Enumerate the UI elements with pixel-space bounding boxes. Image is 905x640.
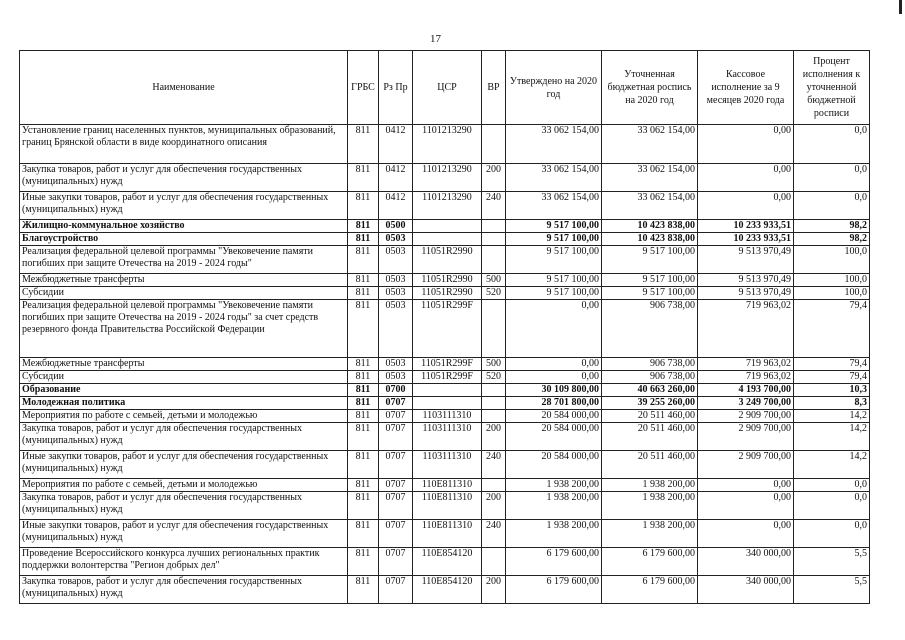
cell-percent: 0,0 xyxy=(794,125,870,164)
cell-csr: 110E811310 xyxy=(413,520,482,548)
cell-vr: 200 xyxy=(482,576,506,604)
cell-rzpr: 0700 xyxy=(379,384,413,397)
cell-cash: 0,00 xyxy=(698,520,794,548)
cell-cash: 719 963,02 xyxy=(698,371,794,384)
header-row xyxy=(20,51,870,125)
cell-grbs: 811 xyxy=(348,492,379,520)
cell-refined: 906 738,00 xyxy=(602,300,698,358)
cell-rzpr: 0707 xyxy=(379,548,413,576)
cell-vr xyxy=(482,384,506,397)
table-row xyxy=(20,233,870,246)
cell-name: Закупка товаров, работ и услуг для обеспечения государственных (муниципальных) нужд xyxy=(20,423,348,451)
cell-approved: 33 062 154,00 xyxy=(506,125,602,164)
cell-csr xyxy=(413,384,482,397)
table-row xyxy=(20,451,870,479)
cell-refined: 20 511 460,00 xyxy=(602,451,698,479)
cell-approved: 30 109 800,00 xyxy=(506,384,602,397)
cell-vr xyxy=(482,246,506,274)
cell-percent: 0,0 xyxy=(794,164,870,192)
cell-percent: 8,3 xyxy=(794,397,870,410)
cell-name: Закупка товаров, работ и услуг для обеспечения государственных (муниципальных) нужд xyxy=(20,492,348,520)
cell-percent: 10,3 xyxy=(794,384,870,397)
cell-rzpr: 0707 xyxy=(379,397,413,410)
header-grbs: ГРБС xyxy=(348,51,379,125)
cell-cash: 0,00 xyxy=(698,164,794,192)
cell-cash: 3 249 700,00 xyxy=(698,397,794,410)
cell-cash: 0,00 xyxy=(698,479,794,492)
cell-name: Мероприятия по работе с семьей, детьми и молодежью xyxy=(20,479,348,492)
cell-csr xyxy=(413,397,482,410)
cell-grbs: 811 xyxy=(348,371,379,384)
cell-refined: 906 738,00 xyxy=(602,358,698,371)
cell-approved: 6 179 600,00 xyxy=(506,548,602,576)
cell-grbs: 811 xyxy=(348,274,379,287)
cell-name: Закупка товаров, работ и услуг для обеспечения государственных (муниципальных) нужд xyxy=(20,576,348,604)
header-csr: ЦСР xyxy=(413,51,482,125)
cell-vr: 520 xyxy=(482,371,506,384)
cell-csr: 11051R2990 xyxy=(413,274,482,287)
cell-name: Мероприятия по работе с семьей, детьми и молодежью xyxy=(20,410,348,423)
cell-percent: 0,0 xyxy=(794,479,870,492)
cell-grbs: 811 xyxy=(348,125,379,164)
cell-approved: 9 517 100,00 xyxy=(506,220,602,233)
cell-csr: 1103111310 xyxy=(413,410,482,423)
header-percent: Процент исполнения к уточненной бюджетной росписи xyxy=(794,51,870,125)
cell-rzpr: 0503 xyxy=(379,371,413,384)
cell-grbs: 811 xyxy=(348,410,379,423)
cell-vr: 200 xyxy=(482,164,506,192)
header-rzpr: Рз Пр xyxy=(379,51,413,125)
table-row xyxy=(20,358,870,371)
cell-refined: 1 938 200,00 xyxy=(602,479,698,492)
cell-cash: 10 233 933,51 xyxy=(698,233,794,246)
cell-name: Межбюджетные трансферты xyxy=(20,358,348,371)
cell-csr: 110E811310 xyxy=(413,492,482,520)
cell-percent: 79,4 xyxy=(794,300,870,358)
cell-refined: 33 062 154,00 xyxy=(602,164,698,192)
scan-edge-mark xyxy=(899,0,902,14)
cell-name: Закупка товаров, работ и услуг для обеспечения государственных (муниципальных) нужд xyxy=(20,164,348,192)
cell-approved: 0,00 xyxy=(506,300,602,358)
cell-name: Благоустройство xyxy=(20,233,348,246)
cell-grbs: 811 xyxy=(348,220,379,233)
cell-name: Иные закупки товаров, работ и услуг для обеспечения государственных (муниципальных) нужд xyxy=(20,451,348,479)
cell-refined: 6 179 600,00 xyxy=(602,548,698,576)
cell-percent: 0,0 xyxy=(794,520,870,548)
table-body xyxy=(20,125,870,604)
cell-rzpr: 0707 xyxy=(379,410,413,423)
cell-refined: 20 511 460,00 xyxy=(602,410,698,423)
cell-cash: 9 513 970,49 xyxy=(698,246,794,274)
cell-percent: 98,2 xyxy=(794,220,870,233)
cell-rzpr: 0503 xyxy=(379,274,413,287)
cell-name: Проведение Всероссийского конкурса лучших региональных практик поддержки волонтерства "Регион добрых дел" xyxy=(20,548,348,576)
cell-refined: 39 255 260,00 xyxy=(602,397,698,410)
cell-refined: 6 179 600,00 xyxy=(602,576,698,604)
cell-approved: 1 938 200,00 xyxy=(506,479,602,492)
table-row xyxy=(20,520,870,548)
cell-percent: 14,2 xyxy=(794,451,870,479)
cell-refined: 9 517 100,00 xyxy=(602,287,698,300)
cell-percent: 98,2 xyxy=(794,233,870,246)
table-row xyxy=(20,548,870,576)
cell-cash: 9 513 970,49 xyxy=(698,274,794,287)
table-row xyxy=(20,384,870,397)
cell-approved: 33 062 154,00 xyxy=(506,164,602,192)
cell-vr: 200 xyxy=(482,492,506,520)
cell-approved: 1 938 200,00 xyxy=(506,520,602,548)
cell-rzpr: 0503 xyxy=(379,246,413,274)
cell-approved: 9 517 100,00 xyxy=(506,274,602,287)
cell-approved: 9 517 100,00 xyxy=(506,246,602,274)
cell-cash: 719 963,02 xyxy=(698,300,794,358)
cell-name: Установление границ населенных пунктов, муниципальных образований, границ Брянской области в виде координатного описания xyxy=(20,125,348,164)
cell-grbs: 811 xyxy=(348,397,379,410)
cell-rzpr: 0503 xyxy=(379,300,413,358)
cell-cash: 340 000,00 xyxy=(698,576,794,604)
cell-approved: 1 938 200,00 xyxy=(506,492,602,520)
cell-grbs: 811 xyxy=(348,246,379,274)
cell-percent: 79,4 xyxy=(794,358,870,371)
cell-approved: 20 584 000,00 xyxy=(506,410,602,423)
cell-refined: 906 738,00 xyxy=(602,371,698,384)
cell-cash: 10 233 933,51 xyxy=(698,220,794,233)
cell-grbs: 811 xyxy=(348,479,379,492)
cell-approved: 20 584 000,00 xyxy=(506,451,602,479)
cell-percent: 0,0 xyxy=(794,492,870,520)
cell-grbs: 811 xyxy=(348,548,379,576)
cell-refined: 9 517 100,00 xyxy=(602,274,698,287)
cell-name: Реализация федеральной целевой программы "Увековечение памяти погибших при защите Отечества на 2019 - 2024 годы" за счет средств резервного фонда Правительства Российской Федерации xyxy=(20,300,348,358)
table-row xyxy=(20,371,870,384)
cell-percent: 100,0 xyxy=(794,274,870,287)
cell-name: Субсидии xyxy=(20,371,348,384)
cell-csr: 1101213290 xyxy=(413,192,482,220)
table-row xyxy=(20,287,870,300)
cell-cash: 340 000,00 xyxy=(698,548,794,576)
cell-vr xyxy=(482,397,506,410)
table-row xyxy=(20,397,870,410)
cell-rzpr: 0707 xyxy=(379,576,413,604)
cell-rzpr: 0412 xyxy=(379,164,413,192)
header-approved: Утверждено на 2020 год xyxy=(506,51,602,125)
cell-refined: 10 423 838,00 xyxy=(602,220,698,233)
table-row xyxy=(20,164,870,192)
cell-csr: 11051R299F xyxy=(413,371,482,384)
cell-grbs: 811 xyxy=(348,423,379,451)
cell-approved: 6 179 600,00 xyxy=(506,576,602,604)
table-row xyxy=(20,220,870,233)
cell-rzpr: 0412 xyxy=(379,192,413,220)
cell-vr: 200 xyxy=(482,423,506,451)
cell-grbs: 811 xyxy=(348,300,379,358)
cell-grbs: 811 xyxy=(348,192,379,220)
cell-csr: 1103111310 xyxy=(413,451,482,479)
cell-rzpr: 0503 xyxy=(379,358,413,371)
cell-csr xyxy=(413,233,482,246)
table-row xyxy=(20,125,870,164)
cell-csr: 1101213290 xyxy=(413,164,482,192)
cell-csr: 1101213290 xyxy=(413,125,482,164)
cell-name: Субсидии xyxy=(20,287,348,300)
cell-rzpr: 0500 xyxy=(379,220,413,233)
cell-csr: 11051R2990 xyxy=(413,246,482,274)
cell-rzpr: 0707 xyxy=(379,479,413,492)
table-row xyxy=(20,300,870,358)
cell-percent: 5,5 xyxy=(794,548,870,576)
cell-percent: 100,0 xyxy=(794,246,870,274)
table-row xyxy=(20,192,870,220)
cell-name: Иные закупки товаров, работ и услуг для обеспечения государственных (муниципальных) нужд xyxy=(20,520,348,548)
cell-vr: 240 xyxy=(482,451,506,479)
cell-refined: 20 511 460,00 xyxy=(602,423,698,451)
cell-vr xyxy=(482,479,506,492)
cell-grbs: 811 xyxy=(348,576,379,604)
cell-approved: 0,00 xyxy=(506,358,602,371)
cell-grbs: 811 xyxy=(348,164,379,192)
cell-approved: 33 062 154,00 xyxy=(506,192,602,220)
cell-refined: 9 517 100,00 xyxy=(602,246,698,274)
cell-rzpr: 0707 xyxy=(379,520,413,548)
table-row xyxy=(20,246,870,274)
table-row xyxy=(20,423,870,451)
cell-approved: 20 584 000,00 xyxy=(506,423,602,451)
cell-approved: 28 701 800,00 xyxy=(506,397,602,410)
cell-refined: 33 062 154,00 xyxy=(602,192,698,220)
cell-cash: 2 909 700,00 xyxy=(698,451,794,479)
cell-refined: 1 938 200,00 xyxy=(602,520,698,548)
cell-grbs: 811 xyxy=(348,358,379,371)
table-row xyxy=(20,576,870,604)
cell-grbs: 811 xyxy=(348,520,379,548)
cell-vr xyxy=(482,125,506,164)
cell-csr: 110E854120 xyxy=(413,548,482,576)
cell-vr: 240 xyxy=(482,192,506,220)
table-row xyxy=(20,492,870,520)
table-row xyxy=(20,274,870,287)
cell-name: Жилищно-коммунальное хозяйство xyxy=(20,220,348,233)
cell-vr: 520 xyxy=(482,287,506,300)
cell-cash: 2 909 700,00 xyxy=(698,410,794,423)
cell-csr: 110E811310 xyxy=(413,479,482,492)
cell-vr xyxy=(482,410,506,423)
header-cash: Кассовое исполнение за 9 месяцев 2020 года xyxy=(698,51,794,125)
cell-csr: 1103111310 xyxy=(413,423,482,451)
cell-grbs: 811 xyxy=(348,233,379,246)
cell-csr xyxy=(413,220,482,233)
cell-csr: 11051R2990 xyxy=(413,287,482,300)
cell-vr xyxy=(482,233,506,246)
cell-approved: 9 517 100,00 xyxy=(506,287,602,300)
cell-cash: 0,00 xyxy=(698,492,794,520)
cell-vr xyxy=(482,548,506,576)
cell-vr: 500 xyxy=(482,274,506,287)
cell-percent: 14,2 xyxy=(794,423,870,451)
cell-rzpr: 0707 xyxy=(379,423,413,451)
cell-refined: 33 062 154,00 xyxy=(602,125,698,164)
cell-vr xyxy=(482,300,506,358)
cell-cash: 9 513 970,49 xyxy=(698,287,794,300)
header-refined: Уточненная бюджетная роспись на 2020 год xyxy=(602,51,698,125)
header-vr: ВР xyxy=(482,51,506,125)
cell-rzpr: 0707 xyxy=(379,492,413,520)
cell-grbs: 811 xyxy=(348,384,379,397)
cell-refined: 40 663 260,00 xyxy=(602,384,698,397)
cell-refined: 1 938 200,00 xyxy=(602,492,698,520)
cell-percent: 14,2 xyxy=(794,410,870,423)
cell-csr: 11051R299F xyxy=(413,300,482,358)
cell-percent: 100,0 xyxy=(794,287,870,300)
cell-grbs: 811 xyxy=(348,451,379,479)
cell-name: Иные закупки товаров, работ и услуг для обеспечения государственных (муниципальных) нужд xyxy=(20,192,348,220)
cell-rzpr: 0707 xyxy=(379,451,413,479)
cell-name: Образование xyxy=(20,384,348,397)
cell-csr: 11051R299F xyxy=(413,358,482,371)
table-row xyxy=(20,479,870,492)
cell-rzpr: 0503 xyxy=(379,287,413,300)
cell-percent: 0,0 xyxy=(794,192,870,220)
cell-percent: 5,5 xyxy=(794,576,870,604)
page-number: 17 xyxy=(430,33,441,45)
cell-percent: 79,4 xyxy=(794,371,870,384)
cell-grbs: 811 xyxy=(348,287,379,300)
cell-csr: 110E854120 xyxy=(413,576,482,604)
cell-approved: 0,00 xyxy=(506,371,602,384)
cell-name: Молодежная политика xyxy=(20,397,348,410)
header-name: Наименование xyxy=(20,51,348,125)
cell-name: Реализация федеральной целевой программы "Увековечение памяти погибших при защите Отечества на 2019 - 2024 годы" xyxy=(20,246,348,274)
cell-vr: 500 xyxy=(482,358,506,371)
cell-refined: 10 423 838,00 xyxy=(602,233,698,246)
cell-approved: 9 517 100,00 xyxy=(506,233,602,246)
cell-cash: 2 909 700,00 xyxy=(698,423,794,451)
cell-rzpr: 0412 xyxy=(379,125,413,164)
budget-table xyxy=(19,50,870,604)
cell-rzpr: 0503 xyxy=(379,233,413,246)
cell-cash: 0,00 xyxy=(698,125,794,164)
cell-cash: 4 193 700,00 xyxy=(698,384,794,397)
cell-vr xyxy=(482,220,506,233)
cell-cash: 719 963,02 xyxy=(698,358,794,371)
table-row xyxy=(20,410,870,423)
cell-name: Межбюджетные трансферты xyxy=(20,274,348,287)
cell-vr: 240 xyxy=(482,520,506,548)
cell-cash: 0,00 xyxy=(698,192,794,220)
